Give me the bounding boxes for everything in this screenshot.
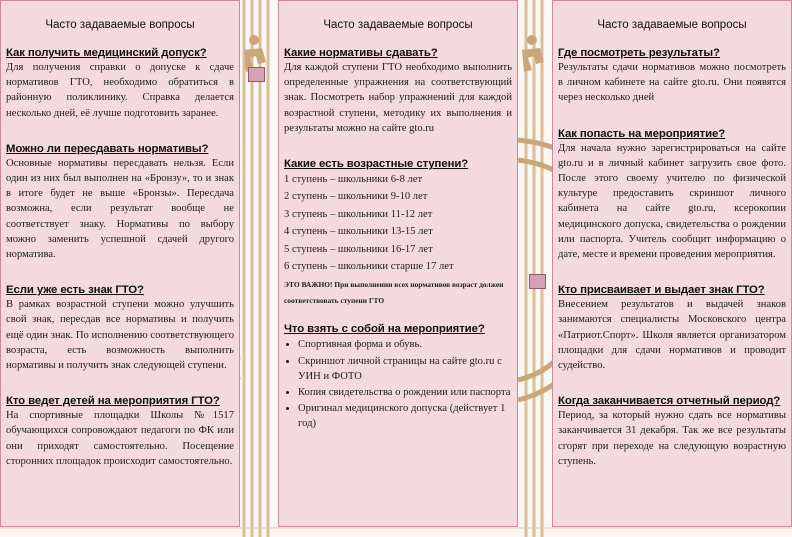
faq-question: Какие есть возрастные ступени?: [284, 158, 469, 171]
faq-question: Если уже есть знак ГТО?: [6, 284, 144, 297]
faq-question: Можно ли пересдавать нормативы?: [6, 142, 209, 155]
marker-square: [529, 274, 546, 289]
important-note: ЭТО ВАЖНО! При выполнении всех нормативов возраст должен соответствовать ступени ГТО: [284, 280, 504, 306]
faq-answer: Основные нормативы пересдавать нельзя. Если один из них был выполнен на «Бронзу», то и знак в итоге будет не выше «Бронзы». Пересдача возможна, если результат вообще не соответствует знаку. Нормативы по выбору можно заменить успешной сдачей другого норматива.: [6, 157, 234, 261]
faq-question: Как получить медицинский допуск?: [6, 47, 207, 59]
list-item: 5 ступень – школьники 16-17 лет: [284, 243, 433, 255]
list-item: 1 ступень – школьники 6-8 лет: [284, 174, 423, 186]
age-levels-list: [284, 171, 512, 275]
faq-question: Какие нормативы сдавать?: [284, 47, 438, 59]
list-item: • Копия свидетельства о рождении или паспорта: [298, 385, 512, 400]
panel-title: Часто задаваемые вопросы: [323, 19, 473, 31]
faq-question: Где посмотреть результаты?: [558, 47, 720, 59]
list-item: • Скриншот личной страницы на сайте gto.ru с УИН и ФОТО: [298, 354, 512, 384]
faq-answer: В рамках возрастной ступени можно улучшить свой знак, пересдав все нормативы и получить ещё один знак. По исполнению соответствующего возраста, есть возможность выполнить нормативы и получить знак следующей ступени.: [6, 299, 234, 372]
list-item: 3 ступень – школьники 11-12 лет: [284, 208, 433, 220]
faq-question: Кто ведет детей на мероприятия ГТО?: [6, 395, 220, 408]
list-item: 4 ступень – школьники 13-15 лет: [284, 226, 433, 238]
faq-question: Кто присваивает и выдает знак ГТО?: [558, 284, 765, 297]
list-item: 6 ступень – школьники старше 17 лет: [284, 261, 454, 273]
faq-question: Когда заканчивается отчетный период?: [558, 395, 781, 408]
faq-answer: Для начала нужно зарегистрироваться на сайте gto.ru и в личный кабинет загрузить свое фото. После этого своему учителю по физической культуре предоставить скриншот личного кабинета на сайте gto.ru, ксерокопии медицинского допуска, свидетельства о рождении или паспорта. Учитель сообщит информацию о дате, месте и времени проведения мероприятия.: [558, 142, 786, 261]
faq-panel-middle: [278, 0, 518, 527]
marker-square: [248, 67, 265, 82]
faq-answer: На спортивные площадки Школы №1517 обучающихся сопровождают педагоги по ФК или они приходят самостоятельно. Посещение сторонних площадок происходит самостоятельно.: [6, 410, 234, 467]
faq-answer: Результаты сдачи нормативов можно посмотреть в личном кабинете на сайте gto.ru. Они появятся через несколько дней: [558, 62, 786, 104]
list-item: 2 ступень – школьники 9-10 лет: [284, 191, 428, 203]
faq-question: Что взять с собой на мероприятие?: [284, 323, 485, 336]
faq-answer: Период, за который нужно сдать все нормативы заканчивается 31 декабря. Так же все результаты сгорят при переходе на следующую возрастную ступень.: [558, 410, 786, 467]
faq-panel-left: [0, 0, 240, 527]
panel-title: Часто задаваемые вопросы: [45, 19, 195, 31]
list-item: • Спортивная форма и обувь.: [298, 337, 512, 352]
faq-answer: Для получения справки о допуске к сдаче нормативов ГТО, необходимо обратиться в районную поликлинику. Справка делается несколько дней, её лучше подготовить заранее.: [6, 62, 234, 119]
list-item: • Оригинал медицинского допуска (действует 1 год): [298, 401, 512, 431]
faq-panel-right: [552, 0, 792, 527]
bring-list: [284, 337, 512, 431]
faq-answer: Внесением результатов и выдачей знаков занимаются специалисты Московского центра «Патриот.Спорт». Школя является организатором площадки для сдачи нормативов и проводит судейство.: [558, 299, 786, 372]
faq-answer: Для каждой ступени ГТО необходимо выполнить определенные упражнения на соответствующий знак. Посмотреть набор упражнений для каждой возрастной ступени, методику их выполнения и результаты можно на сайте gto.ru: [284, 62, 512, 134]
panel-title: Часто задаваемые вопросы: [597, 19, 747, 31]
faq-question: Как попасть на мероприятие?: [558, 127, 726, 140]
